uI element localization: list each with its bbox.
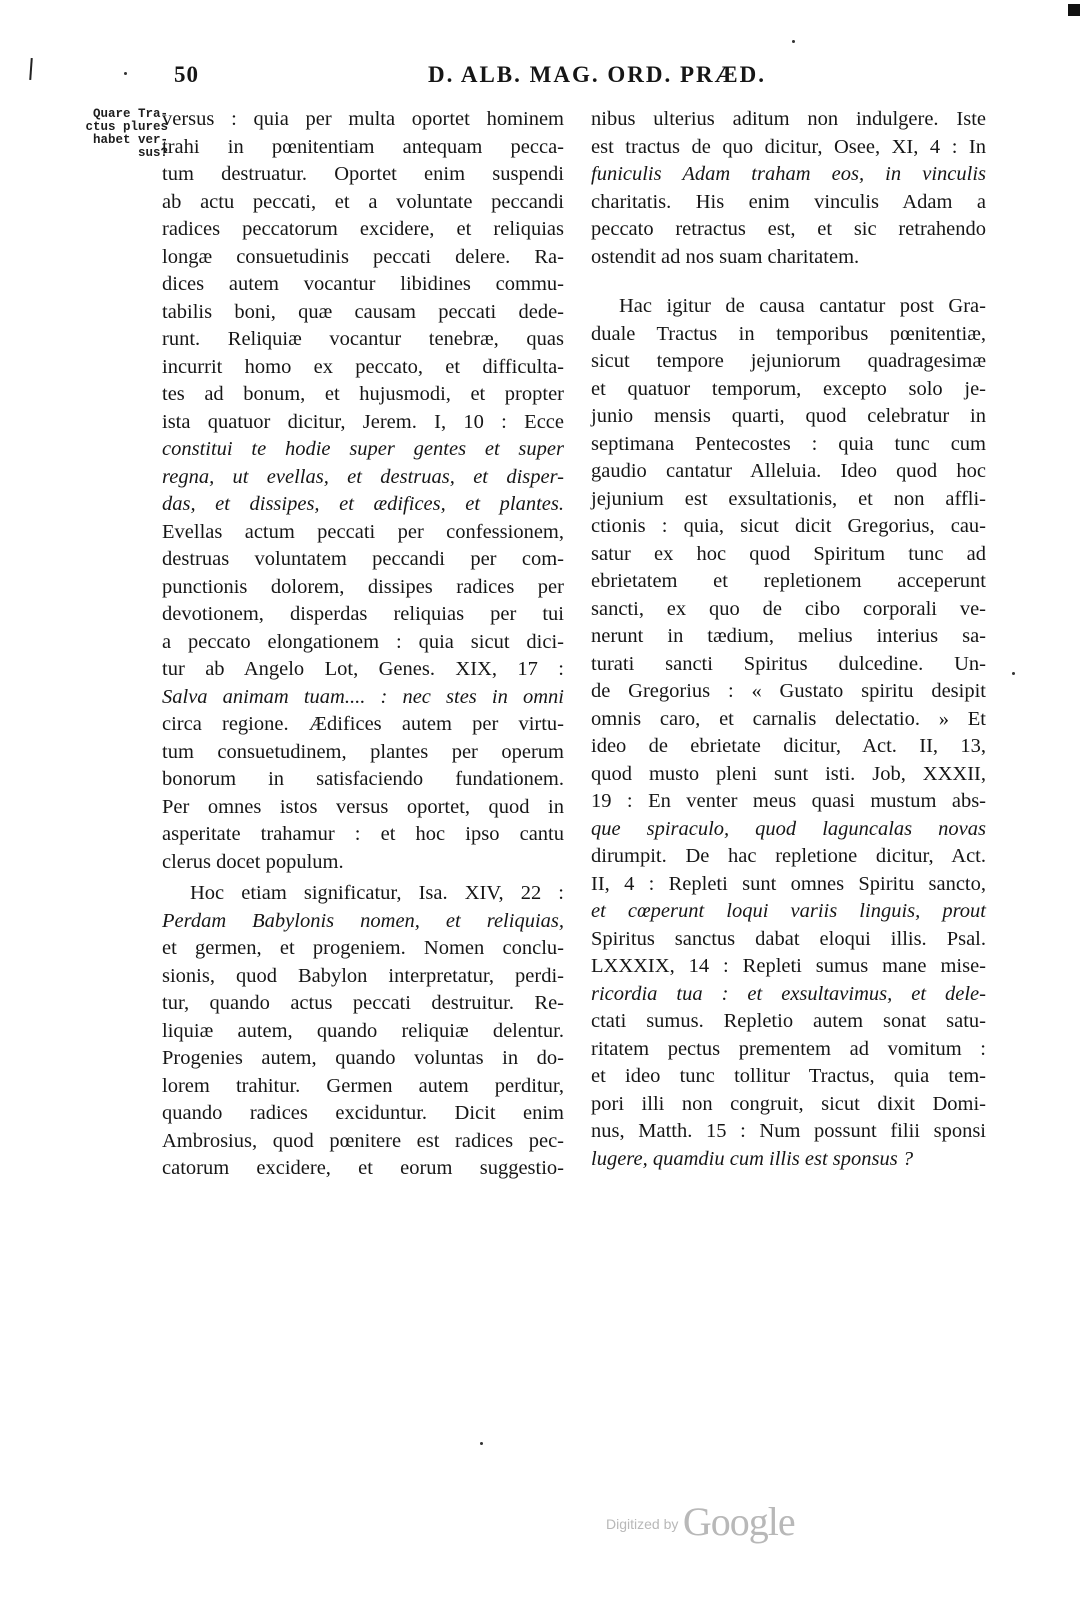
text-line: bonorum in satisfaciendo fundationem. [162, 768, 564, 790]
text-line: lorem trahitur. Germen autem perditur, [162, 1074, 564, 1097]
scan-speck [792, 40, 795, 43]
text-line: septimana Pentecostes : quia tunc cum [591, 432, 986, 455]
text-line: quod musto pleni sunt isti. Job, XXXII, [591, 762, 986, 785]
text-line: tum consuetudinem, plantes per operum [162, 740, 564, 763]
text-line: charitatis. His enim vinculis Adam a [591, 190, 986, 213]
text-line: devotionem, disperdas reliquias per tui [162, 603, 564, 625]
text-line: sicut tempore jejuniorum quadragesimæ [591, 350, 986, 372]
margin-note [80, 108, 168, 160]
digitized-watermark [606, 1498, 795, 1545]
margin-note-line: ctus plures [85, 120, 168, 134]
scan-speck [480, 1442, 483, 1445]
text-line: ab actu peccati, et a voluntate peccandi [162, 190, 564, 213]
page-number: 50 [174, 62, 199, 87]
text-line: runt. Reliquiæ vocantur tenebræ, quas [162, 328, 564, 350]
text-line: ista quatuor dicitur, Jerem. I, 10 : Ecce [162, 410, 564, 433]
text-line: quando radices exciduntur. Dicit enim [162, 1102, 564, 1124]
text-line: LXXXIX, 14 : Repleti sumus mane mise- [591, 955, 986, 977]
text-line: ricordia tua : et exsultavimus, et dele- [591, 982, 986, 1005]
text-line: tum destruatur. Oportet enim suspendi [162, 163, 564, 185]
text-line: omnis caro, et carnalis delectatio. » Et [591, 707, 986, 730]
text-line: das, et dissipes, et ædifices, et plantes. [162, 493, 564, 515]
text-line: circa regione. Ædifices autem per virtu- [162, 713, 564, 735]
text-line: pori illi non congruit, sicut dixit Domi- [591, 1092, 986, 1115]
text-line: Spiritus sanctus dabat eloqui illis. Psal. [591, 927, 986, 950]
running-title: D. ALB. MAG. ORD. PRÆD. [428, 62, 766, 87]
text-line: a peccato elongationem : quia sicut dici- [162, 630, 564, 653]
text-line: ctionis : quia, sicut dicit Gregorius, cau- [591, 515, 986, 537]
text-line: Evellas actum peccati per confessionem, [162, 520, 564, 543]
margin-note-line: habet ver- [92, 133, 168, 147]
watermark-prefix: Digitized by [606, 1516, 679, 1532]
text-line: catorum excidere, et eorum suggestio- [162, 1157, 564, 1179]
text-line: constitui te hodie super gentes et super [162, 438, 564, 460]
text-line: 19 : En venter meus quasi mustum abs- [591, 790, 986, 812]
text-line: jejunium est exsultationis, et non affli- [591, 487, 986, 510]
text-line: radices peccatorum excidere, et reliquias [162, 218, 564, 240]
text-line: et quatuor temporum, excepto solo je- [591, 377, 986, 400]
text-line: regna, ut evellas, et destruas, et disper- [162, 465, 564, 488]
right-column [591, 106, 986, 1173]
text-line: ctati sumus. Repletio autem sonat satu- [591, 1010, 986, 1032]
text-line: dices autem vocantur libidines commu- [162, 273, 564, 295]
text-line: et cœperunt loqui variis linguis, prout [591, 900, 986, 922]
text-line: nus, Matth. 15 : Num possunt filii sponsi [591, 1120, 986, 1142]
text-line: de Gregorius : « Gustato spiritu desipit [591, 680, 986, 702]
text-line: ideo de ebrietate dicitur, Act. II, 13, [591, 735, 986, 757]
watermark-brand: Google [682, 1499, 795, 1544]
text-line: liquiæ autem, quando reliquiæ delentur. [162, 1019, 564, 1042]
left-column [162, 106, 564, 1183]
text-line: Ambrosius, quod pœnitere est radices pec- [162, 1129, 564, 1152]
text-line: Hoc etiam significatur, Isa. XIV, 22 : [190, 882, 564, 904]
text-line: nibus ulterius aditum non indulgere. Iste [591, 108, 986, 130]
text-line: et germen, et progeniem. Nomen conclu- [162, 937, 564, 959]
text-line: longæ consuetudinis peccati delere. Ra- [162, 245, 564, 268]
text-line: junio mensis quarti, quod celebratur in [591, 405, 986, 427]
text-line: Hac igitur de causa cantatur post Gra- [619, 295, 986, 317]
text-line: II, 4 : Repleti sunt omnes Spiritu sancto, [591, 872, 986, 895]
text-line: tes ad bonum, et hujusmodi, et propter [162, 383, 564, 405]
text-line: sionis, quod Babylon interpretatur, perdi- [162, 964, 564, 987]
text-line: peccato retractus est, et sic retrahendo [591, 218, 986, 240]
text-line: dirumpit. De hac repletione dicitur, Act. [591, 845, 986, 867]
text-line: asperitate trahamur : et hoc ipso cantu [162, 823, 564, 845]
text-line: est tractus de quo dicitur, Osee, XI, 4 : In [591, 135, 986, 158]
text-line: ritatem pectus prementem ad vomitum : [591, 1037, 986, 1060]
margin-note-line: Quare Tra- [92, 107, 168, 121]
text-line: versus : quia per multa oportet hominem [162, 108, 564, 130]
text-line: que spiraculo, quod laguncalas novas [591, 817, 986, 840]
margin-note-line: sus? [137, 146, 168, 160]
text-line: satur ex hoc quod Spiritum tunc ad [591, 542, 986, 565]
text-line: incurrit homo ex peccato, et difficulta- [162, 355, 564, 378]
text-line: turati sancti Spiritus dulcedine. Un- [591, 652, 986, 675]
text-line: et ideo tunc tollitur Tractus, quia tem- [591, 1065, 986, 1087]
binding-mark [29, 58, 33, 80]
text-line: gaudio cantatur Alleluia. Ideo quod hoc [591, 460, 986, 482]
text-line: Salva animam tuam.... : nec stes in omni [162, 685, 564, 708]
text-line: tur ab Angelo Lot, Genes. XIX, 17 : [162, 658, 564, 680]
text-line: duale Tractus in temporibus pœnitentiæ, [591, 322, 986, 345]
text-line: tabilis boni, quæ causam peccati dede- [162, 300, 564, 323]
scan-speck [1012, 672, 1015, 675]
text-line: Per omnes istos versus oportet, quod in [162, 795, 564, 818]
scan-speck [124, 72, 127, 75]
text-line: ebrietatem et repletionem acceperunt [591, 570, 986, 592]
text-line: nerunt in tædium, melius interius sa- [591, 625, 986, 647]
text-line: lugere, quamdiu cum illis est sponsus ? [591, 1147, 914, 1170]
text-line: destruas voluntatem peccandi per com- [162, 548, 564, 570]
text-line: trahi in pœnitentiam antequam pecca- [162, 135, 564, 158]
text-line: funiculis Adam traham eos, in vinculis [591, 163, 986, 185]
text-line: sancti, ex quo de cibo corporali ve- [591, 597, 986, 620]
text-line: tur, quando actus peccati destruitur. Re- [162, 992, 564, 1014]
text-line: ostendit ad nos suam charitatem. [591, 245, 860, 268]
text-line: punctionis dolorem, dissipes radices per [162, 575, 564, 598]
corner-scan-mark [1068, 4, 1080, 16]
text-line: clerus docet populum. [162, 850, 344, 873]
text-line: Progenies autem, quando voluntas in do- [162, 1047, 564, 1069]
text-line: Perdam Babylonis nomen, et reliquias, [162, 909, 564, 932]
